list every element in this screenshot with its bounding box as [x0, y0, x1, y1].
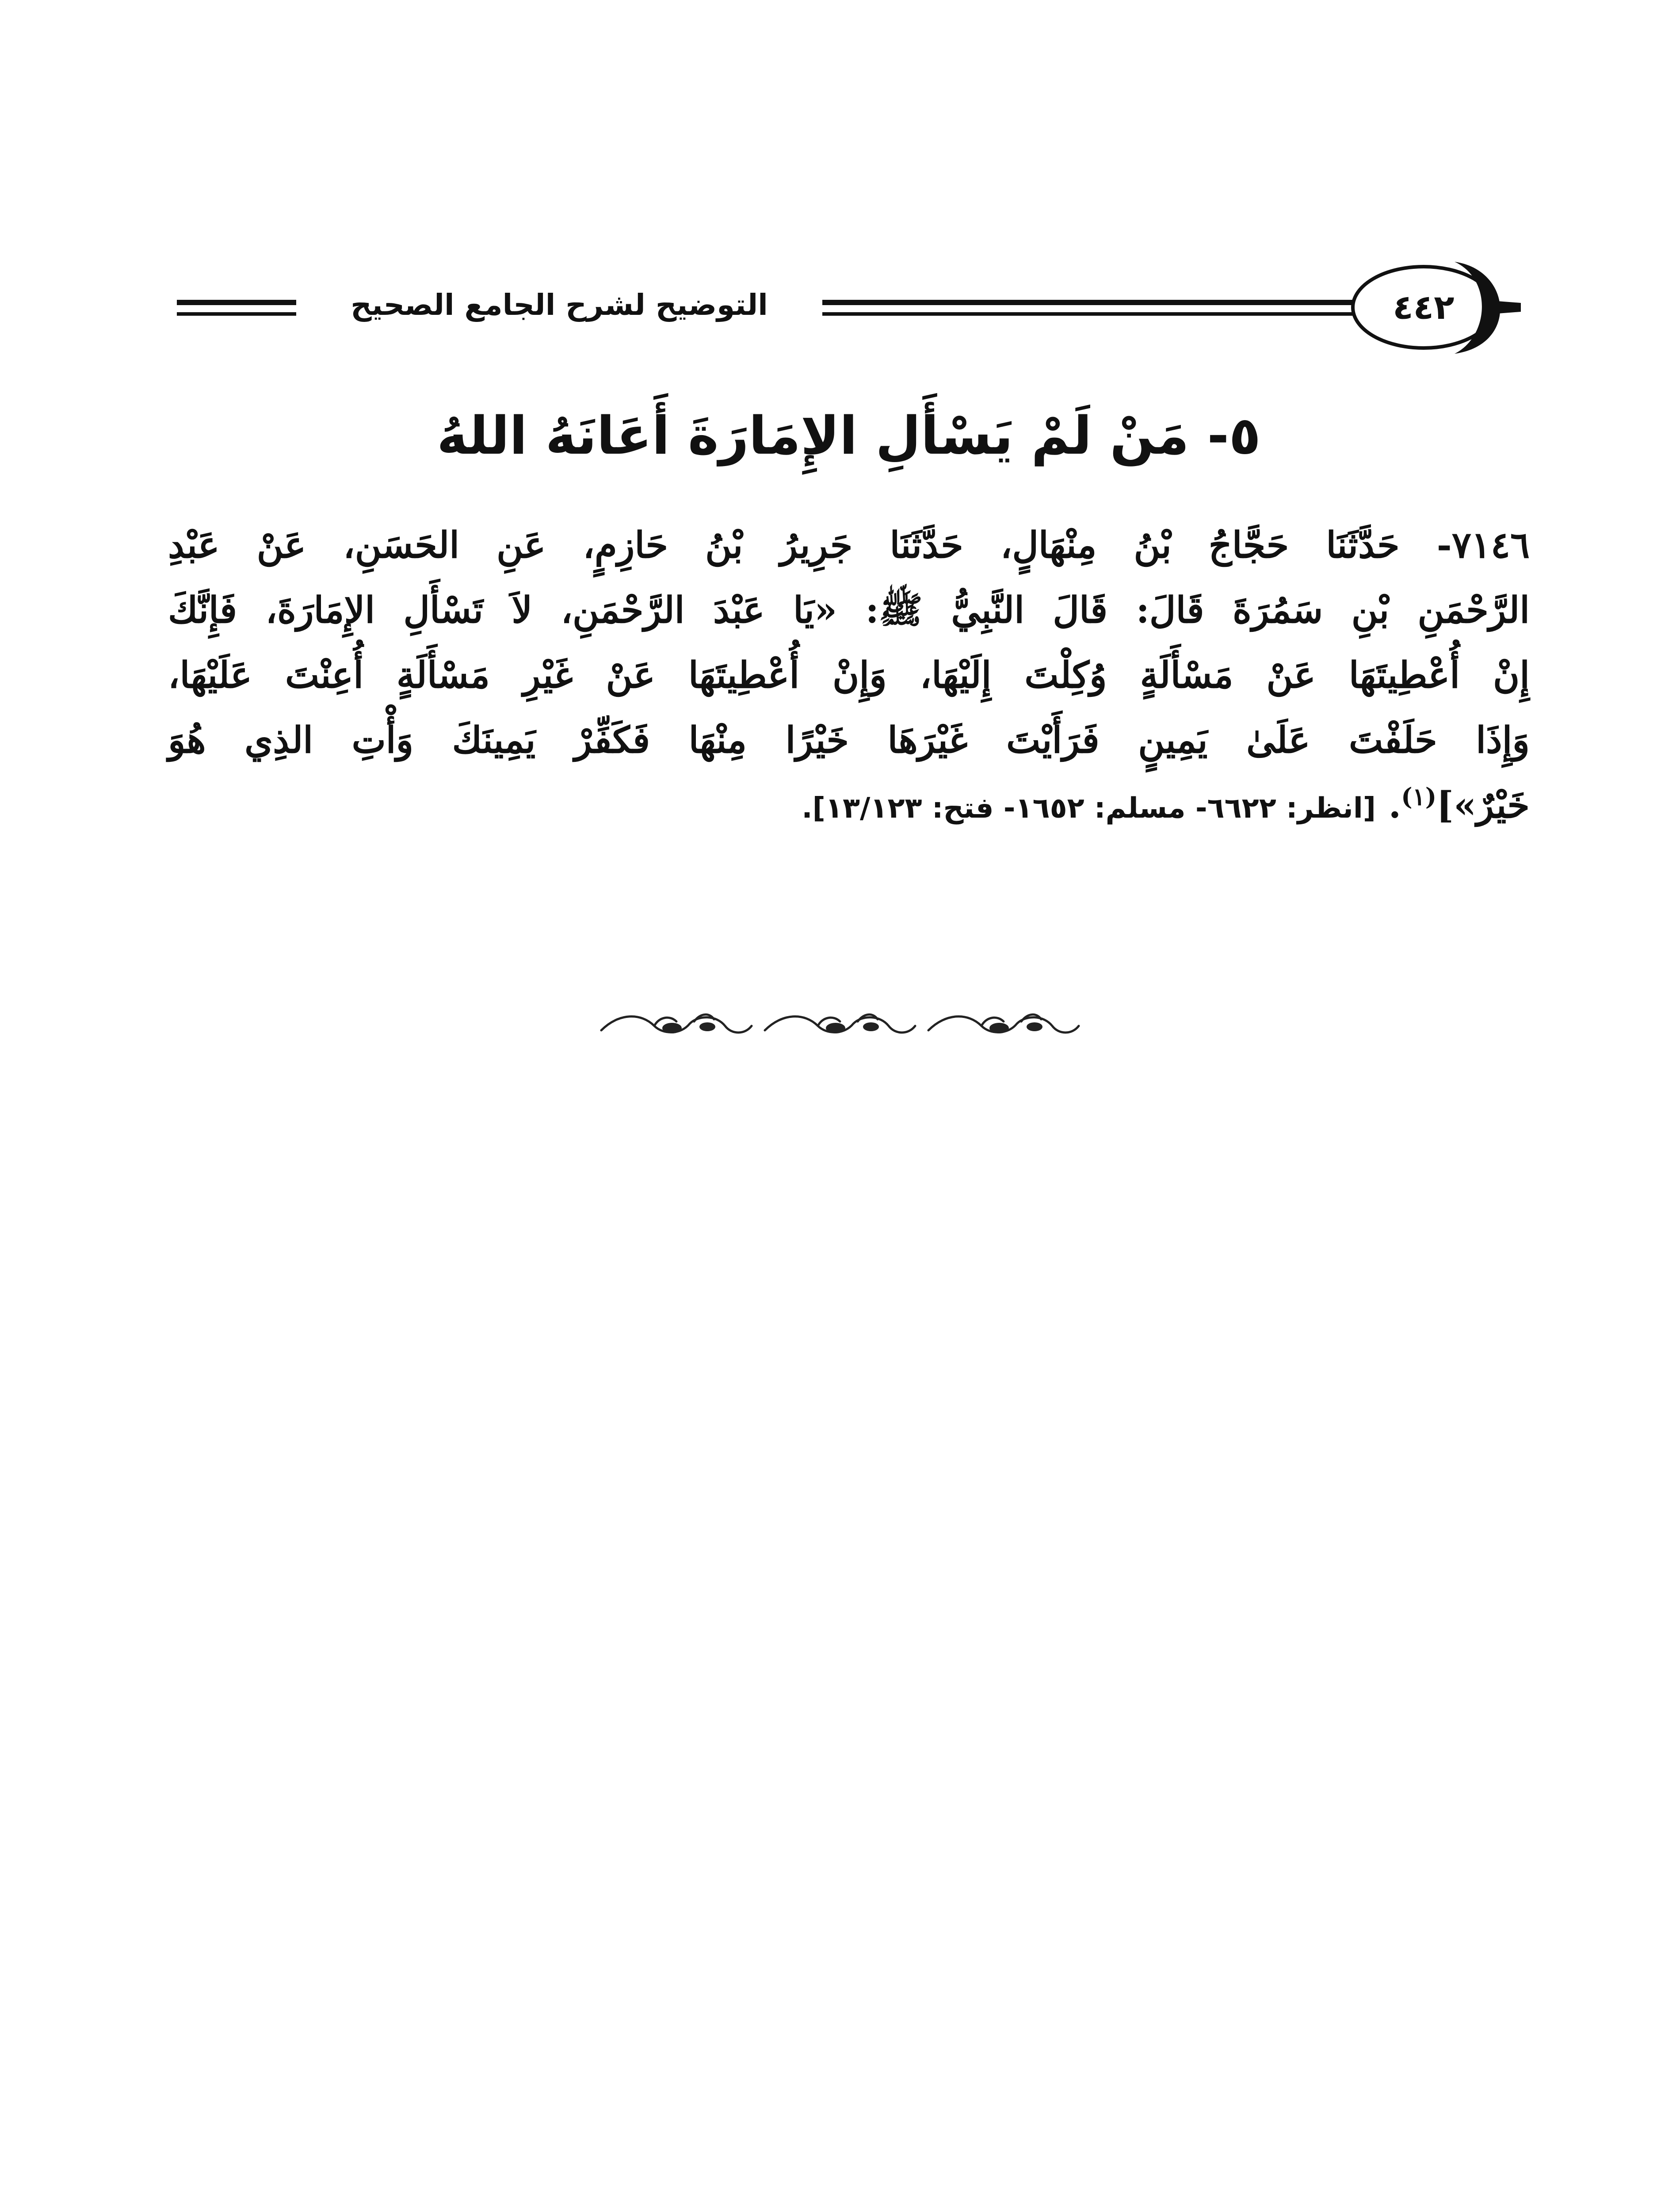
hadith-period: . [1388, 784, 1401, 826]
page-number: ٤٤٢ [1393, 287, 1455, 327]
page-number-badge [1344, 252, 1521, 363]
header-rule-middle [822, 296, 1353, 323]
floral-divider-icon [592, 999, 1088, 1052]
hadith-line-last [168, 773, 1530, 838]
cross-reference: [انظر: ٦٦٢٢- مسلم: ١٦٥٢- فتح: ١٣/١٢٣]. [802, 792, 1376, 825]
chapter-heading: ٥- مَنْ لَمْ يَسْأَلِ الإِمَارَةَ أَعَانَهُ اللهُ [437, 405, 1261, 466]
header-rule-left [177, 296, 296, 323]
hadith-line: إِنْ أُعْطِيتَهَا عَنْ مَسْأَلَةٍ وُكِلْتَ إِلَيْهَا، وَإِنْ أُعْطِيتَهَا عَنْ غَيْرِ مَسْأَلَةٍ أُعِنْتَ عَلَيْهَا، [168, 654, 1530, 696]
running-title: التوضيح لشرح الجامع الصحيح [351, 288, 768, 322]
running-header [168, 252, 1530, 363]
hadith-line: وَإِذَا حَلَفْتَ عَلَىٰ يَمِينٍ فَرَأَيْتَ غَيْرَهَا خَيْرًا مِنْهَا فَكَفِّرْ يَمِينَكَ وَأْتِ الذِي هُوَ [168, 719, 1530, 761]
hadith-line: الرَّحْمَنِ بْنِ سَمُرَةَ قَالَ: قَالَ النَّبِيُّ ﷺ: «يَا عَبْدَ الرَّحْمَنِ، لاَ تَسْأَلِ الإِمَارَةَ، فَإِنَّكَ [168, 589, 1530, 631]
hadith-line: ٧١٤٦- حَدَّثَنَا حَجَّاجُ بْنُ مِنْهَالٍ، حَدَّثَنَا جَرِيرُ بْنُ حَازِمٍ، عَنِ الحَسَنِ، عَنْ عَبْدِ [168, 524, 1530, 566]
hadith-text [168, 513, 1530, 838]
hadith-closing-text: خَيْرٌ»] [1436, 784, 1530, 826]
footnote-reference[interactable]: (١) [1401, 782, 1437, 811]
